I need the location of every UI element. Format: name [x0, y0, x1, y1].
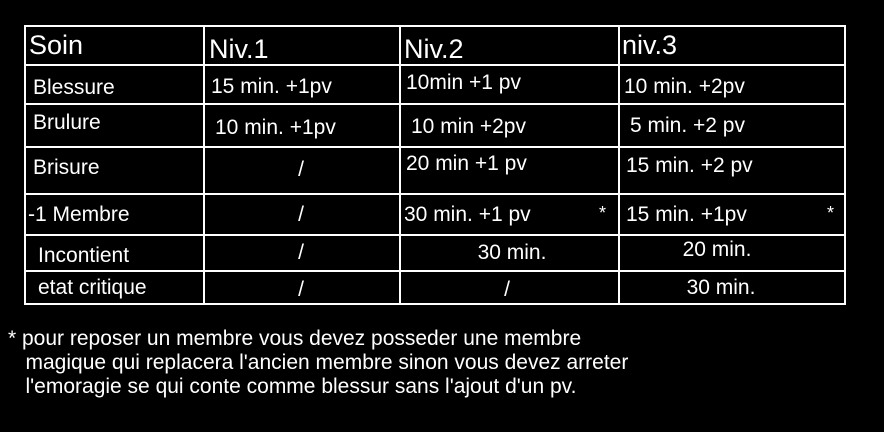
cell-blessure-niv3: 10 min. +2pv	[624, 75, 745, 98]
cell-brisure-niv3: 15 min. +2 pv	[626, 154, 753, 177]
cell-membre-niv1: /	[298, 203, 304, 226]
row-divider	[26, 146, 844, 148]
cell-incontient-niv3: 20 min.	[682, 238, 752, 261]
row-label-brulure: Brulure	[33, 111, 101, 134]
footnote-line-1: * pour reposer un membre vous devez posseder une membre	[8, 327, 582, 350]
header-niv2: Niv.2	[404, 34, 464, 64]
cell-incontient-niv1: /	[298, 241, 304, 264]
cell-brisure-niv2: 20 min +1 pv	[406, 152, 527, 175]
row-label-brisure: Brisure	[33, 156, 100, 179]
row-label-etat-critique: etat critique	[38, 276, 147, 299]
cell-brulure-niv2: 10 min +2pv	[411, 115, 526, 138]
healing-table	[24, 25, 846, 305]
row-divider	[26, 270, 844, 272]
row-label-membre: -1 Membre	[28, 203, 130, 226]
cell-etat-critique-niv2: /	[504, 278, 510, 301]
row-label-blessure: Blessure	[33, 76, 115, 99]
cell-brulure-niv3: 5 min. +2 pv	[630, 114, 745, 137]
row-label-incontient: Incontient	[38, 244, 130, 267]
row-divider	[26, 234, 844, 236]
column-divider	[618, 27, 620, 303]
header-niv3: niv.3	[622, 30, 678, 60]
footnote	[8, 327, 628, 399]
cell-incontient-niv2: 30 min.	[477, 241, 547, 264]
cell-blessure-niv2: 10min +1 pv	[406, 71, 521, 94]
column-divider	[399, 27, 401, 303]
footnote-marker: *	[599, 203, 607, 223]
row-divider	[26, 193, 844, 195]
cell-membre-niv2: 30 min. +1 pv	[404, 203, 531, 226]
cell-brulure-niv1: 10 min. +1pv	[215, 116, 336, 139]
cell-etat-critique-niv3: 30 min.	[686, 276, 756, 299]
cell-membre-niv3: 15 min. +1pv	[626, 203, 747, 226]
cell-brisure-niv1: /	[298, 158, 304, 181]
footnote-line-2: magique qui replacera l'ancien membre sinon vous devez arreter	[8, 351, 629, 374]
cell-etat-critique-niv1: /	[298, 278, 304, 301]
header-soin: Soin	[29, 30, 84, 60]
footnote-marker: *	[827, 203, 835, 223]
row-divider	[26, 64, 844, 66]
footnote-line-3: l'emoragie se qui conte comme blessur sans l'ajout d'un pv.	[8, 375, 577, 398]
row-divider	[26, 103, 844, 105]
cell-blessure-niv1: 15 min. +1pv	[211, 75, 332, 98]
column-divider	[203, 27, 205, 303]
header-niv1: Niv.1	[209, 34, 269, 64]
